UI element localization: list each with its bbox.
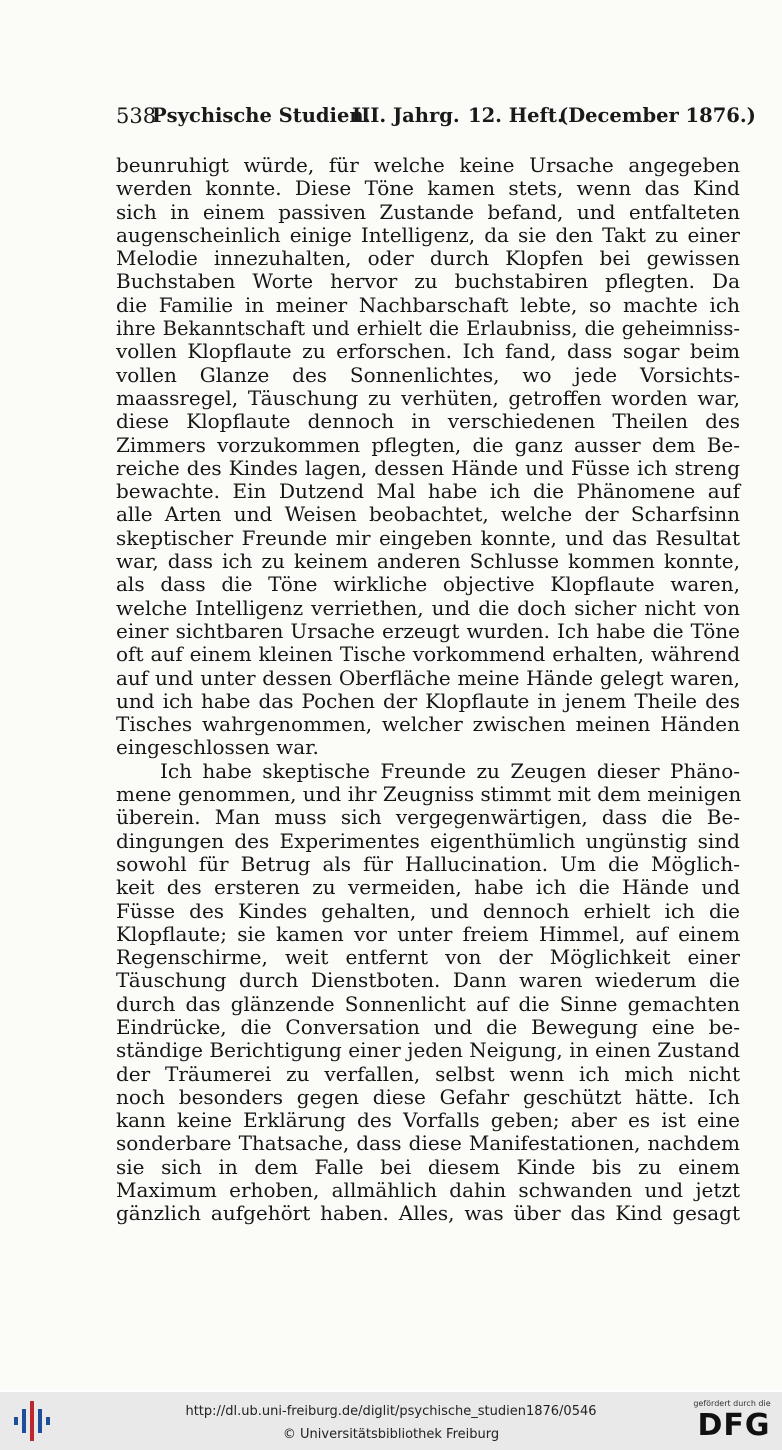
issue-date: (December 1876.) — [559, 104, 756, 127]
dfg-logo: DFG — [697, 1408, 771, 1443]
text-line: skeptischer Freunde mir eingeben konnte, und das Resultat — [116, 525, 740, 550]
journal-title: Psychische Studien. — [152, 104, 371, 127]
text-line: mene genommen, und ihr Zeugniss stimmt mit dem meinigen — [116, 782, 742, 807]
text-line: durch das glänzende Sonnenlicht auf die Sinne gemachten — [116, 991, 740, 1016]
text-line: Tisches wahrgenommen, welcher zwischen meinen Händen — [116, 712, 740, 737]
dfg-funding-note: gefördert durch die — [693, 1399, 771, 1408]
running-header — [116, 104, 756, 136]
text-line: reiche des Kindes lagen, dessen Hände und Füsse ich streng — [116, 455, 740, 480]
text-line: vollen Klopflaute zu erforschen. Ich fand, dass sogar beim — [116, 339, 740, 364]
text-line: sich in einem passiven Zustande befand, und entfalteten — [116, 199, 740, 224]
text-line: als dass die Töne wirkliche objective Klopflaute waren, — [116, 572, 740, 597]
text-line: dingungen des Experimentes eigenthümlich ungünstig sind — [116, 828, 740, 853]
text-line: Regenschirme, weit entfernt von der Möglichkeit einer — [116, 945, 740, 970]
text-line: vollen Glanze des Sonnenlichtes, wo jede Vorsichts- — [116, 362, 740, 387]
issue-label: 12. Heft. — [468, 104, 564, 127]
text-line: kann keine Erklärung des Vorfalls geben; aber es ist eine — [116, 1108, 740, 1133]
text-line: augenscheinlich einige Intelligenz, da sie den Takt zu einer — [116, 222, 740, 247]
copyright-notice: © Universitätsbibliothek Freiburg — [282, 1427, 500, 1442]
text-line: welche Intelligenz verriethen, und die doch sicher nicht von — [116, 595, 740, 620]
text-line: ständige Berichtigung einer jeden Neigung, in einen Zustand — [116, 1038, 740, 1063]
text-line: keit des ersteren zu vermeiden, habe ich die Hände und — [116, 875, 740, 900]
text-line: sie sich in dem Falle bei diesem Kinde bis zu einem — [116, 1154, 740, 1179]
body-text — [116, 154, 740, 1226]
text-line: maassregel, Täuschung zu verhüten, getroffen worden war, — [116, 385, 740, 410]
volume-label: III. Jahrg. — [352, 104, 460, 127]
text-line: alle Arten und Weisen beobachtet, welche der Scharfsinn — [116, 502, 740, 527]
text-line: der Träumerei zu verfallen, selbst wenn ich mich nicht — [116, 1061, 740, 1086]
text-line: bewachte. Ein Dutzend Mal habe ich die Phänomene auf — [116, 479, 740, 504]
text-line: Melodie innezuhalten, oder durch Klopfen bei gewissen — [116, 246, 740, 271]
text-line: Zimmers vorzukommen pflegten, die ganz ausser dem Be- — [116, 432, 740, 457]
text-line: einer sichtbaren Ursache erzeugt wurden. Ich habe die Töne — [116, 618, 740, 643]
text-line: Füsse des Kindes gehalten, und dennoch erhielt ich die — [116, 898, 740, 923]
text-line: auf und unter dessen Oberfläche meine Hände gelegt waren, — [116, 665, 740, 690]
page-url-link[interactable]: http://dl.ub.uni-freiburg.de/diglit/psychische_studien1876/0546 — [185, 1404, 597, 1419]
text-line: oft auf einem kleinen Tische vorkommend erhalten, während — [116, 642, 740, 667]
text-line: diese Klopflaute dennoch in verschiedenen Theilen des — [116, 409, 740, 434]
text-line: Buchstaben Worte hervor zu buchstabiren pflegten. Da — [116, 269, 740, 294]
text-line: eingeschlossen war. — [116, 735, 319, 760]
text-line: gänzlich aufgehört haben. Alles, was über das Kind gesagt — [116, 1201, 740, 1226]
text-line: Maximum erhoben, allmählich dahin schwanden und jetzt — [116, 1178, 740, 1203]
text-line: überein. Man muss sich vergegenwärtigen, dass die Be- — [116, 805, 740, 830]
text-line: sonderbare Thatsache, dass diese Manifestationen, nachdem — [116, 1131, 740, 1156]
text-line: die Familie in meiner Nachbarschaft lebte, so machte ich — [116, 292, 740, 317]
text-line: und ich habe das Pochen der Klopflaute in jenem Theile des — [116, 688, 740, 713]
text-line: werden konnte. Diese Töne kamen stets, wenn das Kind — [116, 176, 740, 201]
text-line: ihre Bekanntschaft und erhielt die Erlaubniss, die geheimniss- — [116, 317, 740, 341]
text-line: Ich habe skeptische Freunde zu Zeugen dieser Phäno- — [160, 758, 740, 783]
page-number: 538 — [116, 104, 157, 128]
text-line: Eindrücke, die Conversation und die Bewegung eine be- — [116, 1014, 740, 1039]
text-line: sowohl für Betrug als für Hallucination. Um die Möglich- — [116, 851, 740, 876]
text-line: noch besonders gegen diese Gefahr geschützt hätte. Ich — [116, 1084, 740, 1109]
text-line: beunruhigt würde, für welche keine Ursache angegeben — [116, 153, 740, 177]
text-line: Klopflaute; sie kamen vor unter freiem Himmel, auf einem — [116, 921, 740, 946]
text-line: war, dass ich zu keinem anderen Schlusse kommen konnte, — [116, 549, 740, 574]
text-line: Täuschung durch Dienstboten. Dann waren wiederum die — [116, 968, 740, 993]
